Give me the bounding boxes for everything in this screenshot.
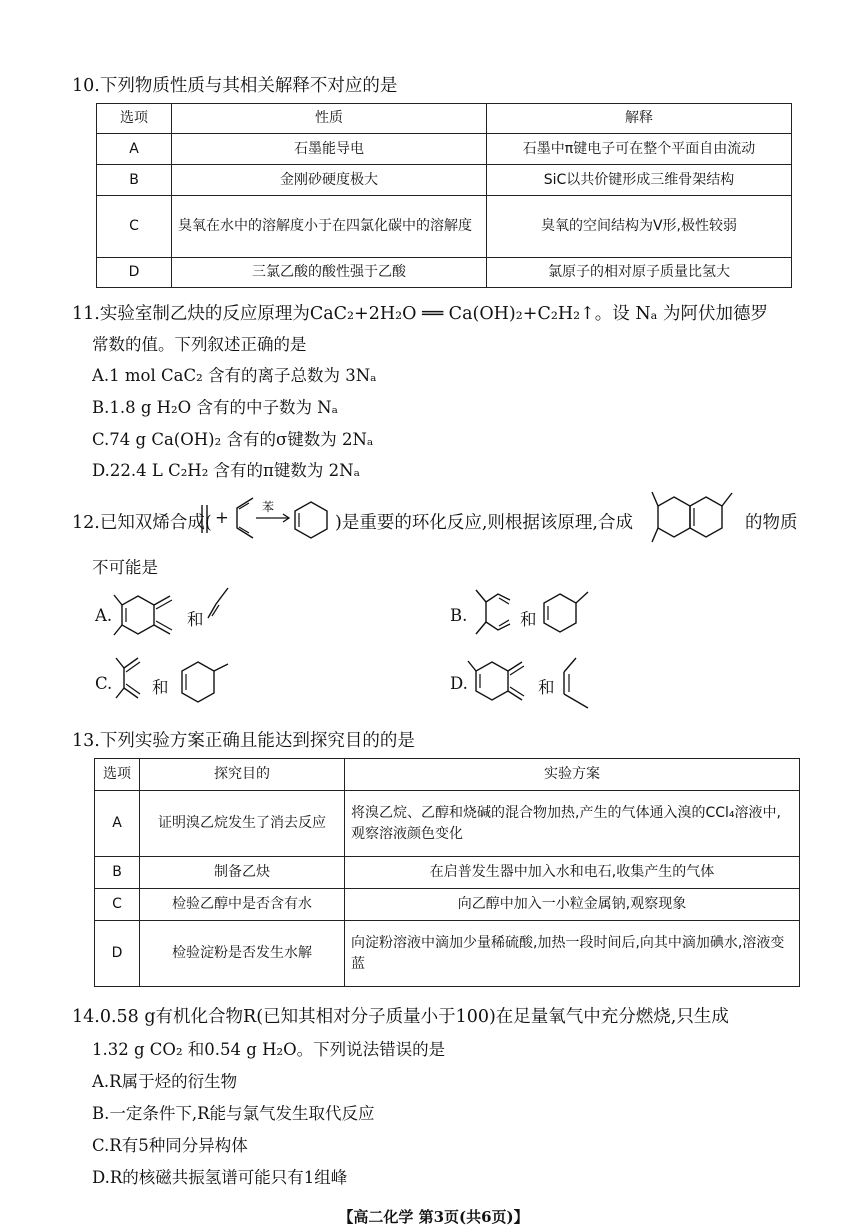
target-product-structure	[650, 487, 742, 551]
explanation-cell: 臭氧的空间结构为V形,极性较弱	[487, 196, 792, 258]
page-footer: 【高二化学 第3页(共6页)】	[338, 1208, 529, 1226]
option-b-methylcyclohexene-structure	[540, 588, 596, 638]
option-cell: C	[97, 196, 172, 258]
q13-table	[94, 758, 800, 987]
option-cell: D	[95, 921, 140, 987]
goal-cell: 证明溴乙烷发生了消去反应	[140, 791, 345, 857]
table-row	[97, 258, 792, 288]
explanation-cell: 氯原子的相对原子质量比氢大	[487, 258, 792, 288]
option-c-diene-structure	[112, 652, 146, 704]
q11-option-b: B.1.8 g H₂O 含有的中子数为 Nₐ	[92, 398, 338, 417]
option-d-butene-structure	[560, 652, 594, 712]
q12-option-d-label: D.	[450, 674, 468, 693]
q11-option-c: C.74 g Ca(OH)₂ 含有的σ键数为 2Nₐ	[92, 430, 374, 449]
option-cell: A	[95, 791, 140, 857]
q11-stem-line2: 常数的值。下列叙述正确的是	[92, 335, 307, 354]
q13-stem: 13.下列实验方案正确且能达到探究目的的是	[72, 731, 415, 751]
property-cell: 臭氧在水中的溶解度小于在四氯化碳中的溶解度	[172, 196, 487, 258]
goal-cell: 检验乙醇中是否含有水	[140, 889, 345, 921]
option-cell: C	[95, 889, 140, 921]
plus-sign: +	[215, 508, 229, 527]
plan-cell: 向淀粉溶液中滴加少量稀硫酸,加热一段时间后,向其中滴加碘水,溶液变蓝	[345, 921, 800, 987]
q14-option-b: B.一定条件下,R能与氯气发生取代反应	[92, 1104, 375, 1123]
ethene-structure	[196, 497, 214, 539]
q12-option-c-label: C.	[95, 674, 113, 693]
header-cell: 选项	[95, 759, 140, 791]
q12-stem-part-a: 12.已知双烯合成(	[72, 513, 212, 533]
q12-stem-part-b: )是重要的环化反应,则根据该原理,合成	[335, 513, 633, 533]
option-a-diene-structure	[112, 586, 182, 646]
q11-option-a: A.1 mol CaC₂ 含有的离子总数为 3Nₐ	[92, 366, 377, 385]
table-row	[95, 857, 800, 889]
property-cell: 石墨能导电	[172, 134, 487, 165]
table-header-row	[95, 759, 800, 791]
q14-option-a: A.R属于烃的衍生物	[92, 1072, 238, 1091]
goal-cell: 制备乙炔	[140, 857, 345, 889]
q10-stem: 10.下列物质性质与其相关解释不对应的是	[72, 76, 398, 96]
q14-stem-line2: 1.32 g CO₂ 和0.54 g H₂O。下列说法错误的是	[92, 1040, 446, 1059]
option-cell: D	[97, 258, 172, 288]
q11-option-d: D.22.4 L C₂H₂ 含有的π键数为 2Nₐ	[92, 461, 360, 480]
q12-option-b-and: 和	[520, 610, 537, 629]
cyclohexene-structure	[291, 499, 331, 541]
q14-option-d: D.R的核磁共振氢谱可能只有1组峰	[92, 1168, 348, 1187]
table-row	[97, 165, 792, 196]
q12-stem-line2: 不可能是	[92, 558, 158, 577]
header-cell: 性质	[172, 104, 487, 134]
option-d-diene-structure	[466, 652, 534, 708]
header-cell: 选项	[97, 104, 172, 134]
q14-stem-line1: 14.0.58 g有机化合物R(已知其相对分子质量小于100)在足量氧气中充分燃烧,只生成	[72, 1007, 729, 1027]
option-cell: B	[95, 857, 140, 889]
option-b-diene-structure	[468, 584, 520, 640]
header-cell: 实验方案	[345, 759, 800, 791]
q12-option-b-label: B.	[450, 606, 468, 625]
q12-option-a-and: 和	[187, 610, 204, 629]
header-cell: 解释	[487, 104, 792, 134]
reaction-arrow-icon	[256, 512, 292, 524]
q12-stem-part-c: 的物质	[745, 513, 798, 533]
option-cell: A	[97, 134, 172, 165]
option-a-propene-structure	[206, 586, 230, 622]
q12-option-c-and: 和	[152, 678, 169, 697]
q12-option-a-label: A.	[95, 606, 113, 625]
table-row	[95, 921, 800, 987]
plan-cell: 将溴乙烷、乙醇和烧碱的混合物加热,产生的气体通入溴的CCl₄溶液中,观察溶液颜色变化	[345, 791, 800, 857]
header-cell: 探究目的	[140, 759, 345, 791]
table-row	[95, 889, 800, 921]
q10-table	[96, 103, 792, 288]
goal-cell: 检验淀粉是否发生水解	[140, 921, 345, 987]
explanation-cell: SiC以共价键形成三维骨架结构	[487, 165, 792, 196]
explanation-cell: 石墨中π键电子可在整个平面自由流动	[487, 134, 792, 165]
table-header-row	[97, 104, 792, 134]
plan-cell: 在启普发生器中加入水和电石,收集产生的气体	[345, 857, 800, 889]
q11-stem-line1: 11.实验室制乙炔的反应原理为CaC₂+2H₂O ══ Ca(OH)₂+C₂H₂↑。设 Nₐ 为阿伏加德罗	[72, 304, 768, 324]
q12-option-d-and: 和	[538, 678, 555, 697]
option-c-methylcyclohexene-structure	[174, 656, 236, 708]
plan-cell: 向乙醇中加入一小粒金属钠,观察现象	[345, 889, 800, 921]
butadiene-structure	[229, 494, 259, 542]
arrow-label-benzene: 苯	[262, 500, 275, 514]
property-cell: 金刚砂硬度极大	[172, 165, 487, 196]
property-cell: 三氯乙酸的酸性强于乙酸	[172, 258, 487, 288]
table-row	[97, 196, 792, 258]
table-row	[95, 791, 800, 857]
table-row	[97, 134, 792, 165]
option-cell: B	[97, 165, 172, 196]
q14-option-c: C.R有5种同分异构体	[92, 1136, 248, 1155]
